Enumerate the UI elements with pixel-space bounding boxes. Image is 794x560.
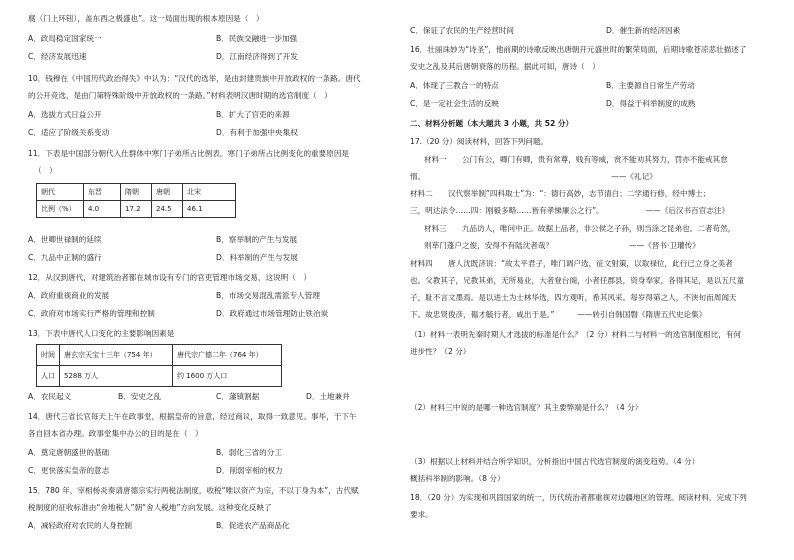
q17-sub2: （2）材料三中说的是哪一种选官制度？其主要弊端是什么？（4 分） <box>410 403 643 412</box>
table-row <box>37 366 282 387</box>
q17-sub1-line2: 进步性？（2 分） <box>410 347 471 356</box>
table-cell: 46.1 <box>183 201 236 218</box>
table-cell: 朝代 <box>37 184 84 201</box>
q17-sub1-line1: （1）材料一表明先秦时期人才选拔的标准是什么？（2 分）材料二与材料一的选官制度相比，有何 <box>410 330 742 339</box>
q15-option-a[interactable]: A．减轻政府对农民的人身控制 <box>28 521 132 530</box>
q13-table <box>36 344 282 387</box>
table-cell: 5288 万人 <box>60 366 173 387</box>
q10-stem-line2: 的公开竞选，是由门第特殊阶级中开放政权的一条路。”材料表明汉唐时期的选官制度（ ） <box>28 91 332 100</box>
table-cell: 唐代宗广德二年（764 年） <box>173 345 282 366</box>
table-cell: 24.5 <box>152 201 183 218</box>
material-2-line1: 材料二 汉代察举制”四科取士”为：“：德行高妙，志节清白；二学通行修，经中博士； <box>410 189 711 198</box>
q18-stem-line1: 18．（20 分）为实现和巩固国家的统一，历代统治者都重视对边疆地区的管理。阅读材料，完成下列 <box>410 493 747 502</box>
table-cell: 唐朝 <box>152 184 183 201</box>
q13-option-b[interactable]: B．安史之乱 <box>118 392 162 401</box>
q15-option-c[interactable]: C．保证了农民的生产经营时间 <box>410 26 515 35</box>
q16-stem-line2: 安史之乱及其后唐朝衰落的历程。据此可知，唐诗（ ） <box>410 62 600 71</box>
q9-stem-tail: 腐（门上环钮），盖东西之极盛也”。这一局面出现的根本原因是（ ） <box>28 14 264 23</box>
table-cell: 北宋 <box>183 184 236 201</box>
q16-option-d[interactable]: D．得益于科举制度的成熟 <box>606 99 696 108</box>
material-4-line3: 子，耻不言文墨焉。是以进士为士林华选，四方观听，希其风采。每岁得第之人，不浃旬而周闻天 <box>410 293 737 302</box>
q9-option-b[interactable]: B．民族交融进一步加强 <box>216 34 298 43</box>
q15-option-d[interactable]: D．催生新的经济因素 <box>606 26 681 35</box>
q15-option-b[interactable]: B．促进农产品商品化 <box>216 521 290 530</box>
q14-stem-line1: 14．唐代三省长官每天上午在政事堂，根据皇帝的旨意，经过商议，取得一致意见。事毕，于下午 <box>28 412 357 421</box>
q14-option-d[interactable]: D．削弱宰相的权力 <box>216 466 283 475</box>
q16-option-c[interactable]: C．是一定社会生活的反映 <box>410 99 499 108</box>
q11-option-c[interactable]: C．九品中正制的盛行 <box>28 253 102 262</box>
material-1-line1: 材料一 公门有公，卿门有卿，贵有常尊，贱有等威，赏不能劝其努力，罚亦不能戒其怠 <box>424 155 728 164</box>
q15-stem-line1: 15．780 年，宰相杨炎奏请唐德宗实行两税法制度，收税“唯以资产为宗，不以丁身为本”，古代赋 <box>28 486 359 495</box>
material-4-line1: 材料四 唐人沈既济说：“故太平君子，唯门调户选，征文射策，以取禄位，此行已立身之美者 <box>410 259 733 268</box>
q10-option-d[interactable]: D．有利于加强中央集权 <box>216 128 298 137</box>
q11-stem-line2: （ ） <box>34 166 57 175</box>
material-4-line2: 也。父教其子，兄教其弟，无所易业，大者登台阁，小者任郡县，资身奉家，各得其足，是以五尺童 <box>410 276 745 285</box>
q12-option-c[interactable]: C．政府对市场实行严格的管理和控制 <box>28 309 155 318</box>
q12-stem: 12．从汉到唐代，对建筑治者都在城市设有专门的官吏管理市场交易，这说明（ ） <box>28 273 312 282</box>
table-cell: 17.2 <box>121 201 152 218</box>
q10-stem-line1: 10．钱穆在《中国历代政治得失》中认为：“汉代的选举，是由封建贵族中开放政权的一条路。唐代 <box>28 74 361 83</box>
q10-option-b[interactable]: B．扩大了官吏的来源 <box>216 110 290 119</box>
table-row <box>37 184 236 201</box>
q12-option-d[interactable]: D．政府通过市场管理防止铁冶炭 <box>216 309 329 318</box>
q13-stem: 13．下表中唐代人口变化的主要影响因素是 <box>28 329 175 338</box>
q16-option-a[interactable]: A．体现了三教合一的特点 <box>410 81 499 90</box>
q16-stem-line1: 16．壮丽诛妙为“诗圣”，他前期的诗歌反映出唐朝开元盛世时的繁荣局面，后期诗歌苍凉悲壮描述了 <box>410 45 747 54</box>
q9-option-c[interactable]: C．经济发展迅速 <box>28 52 87 61</box>
q14-option-c[interactable]: C．更快落实皇帝的意志 <box>28 466 110 475</box>
q14-stem-line2: 各自回本省办理。政事堂集中办公的目的是在（ ） <box>28 429 203 438</box>
table-cell: 人口 <box>37 366 60 387</box>
q12-option-a[interactable]: A．政府重视商业的发展 <box>28 291 110 300</box>
q10-option-c[interactable]: C．适应了阶级关系变动 <box>28 128 110 137</box>
table-cell: 约 1600 万人口 <box>173 366 282 387</box>
q11-table <box>36 183 236 218</box>
section-heading: 二、材料分析题（本大题共 3 小题，共 52 分） <box>410 119 574 128</box>
q11-option-d[interactable]: D．科举制的产生与发展 <box>216 253 298 262</box>
q17-heading: 17.（20 分）阅读材料，回答下列问题。 <box>410 137 549 146</box>
q12-option-b[interactable]: B．市场交易混乱需派专人管理 <box>216 291 320 300</box>
table-row <box>37 201 236 218</box>
q18-stem-line2: 要求。 <box>410 510 433 519</box>
table-cell: 比例（%） <box>37 201 84 218</box>
q14-option-b[interactable]: B．弱化三省的分工 <box>216 448 282 457</box>
q17-sub3-line2: 概括科举制的影响。（8 分） <box>410 474 505 483</box>
q10-option-a[interactable]: A．选拔方式日益公开 <box>28 110 102 119</box>
material-3-line2: 则荜门蓬户之俊，安得不有陆沈者哉？ ——《晋书·卫瓘传》 <box>424 241 700 250</box>
table-row <box>37 345 282 366</box>
q13-option-d[interactable]: D．土地兼并 <box>306 392 350 401</box>
q16-option-b[interactable]: B．主要源自日常生产劳动 <box>606 81 695 90</box>
q17-sub3-line1: （3）根据以上材料并结合所学知识，分析指出中国古代选官制度的演变趋势。（4 分） <box>410 457 700 466</box>
q11-option-a[interactable]: A．世卿世禄制的延续 <box>28 235 102 244</box>
material-2-line2: 三，明达法令……四：刚毅多略……皆有孝悌廉公之行”。 ——《后汉书百官志注》 <box>410 206 730 215</box>
q9-option-d[interactable]: D．江南经济得到了开发 <box>216 52 298 61</box>
q11-option-b[interactable]: B．察举制的产生与发展 <box>216 235 298 244</box>
table-cell: 隋朝 <box>121 184 152 201</box>
table-cell: 时间 <box>37 345 60 366</box>
q11-stem-line1: 11．下表是中国部分朝代入仕群体中寒门子弟所占比例表。寒门子弟所占比例变化的重要原因是 <box>28 149 350 158</box>
table-cell: 4.0 <box>84 201 121 218</box>
q9-option-a[interactable]: A．政局稳定国家统一 <box>28 34 102 43</box>
q13-option-c[interactable]: C．藩镇割据 <box>216 392 260 401</box>
q14-option-a[interactable]: A．奠定唐朝盛世的基础 <box>28 448 110 457</box>
q15-stem-line2: 税制度的征收标准由“舍地税人”朝“舍人税地”方向发展。这种变化反映了 <box>28 503 272 512</box>
material-1-line2: 惰。 ——《礼记》 <box>410 172 657 181</box>
table-cell: 东晋 <box>84 184 121 201</box>
material-3-line1: 材料三 九品访人，唯问中正。故据上品者，非公侯之子孙，则当涂之昆弟也。二者苟然， <box>424 224 736 233</box>
q13-option-a[interactable]: A．农民起义 <box>28 392 72 401</box>
table-cell: 唐玄宗天宝十三年（754 年） <box>60 345 173 366</box>
material-4-line4: 下。故忠贤俊彦，韫才毓行者，咸出于是。” ——转引自韩国磐《隋唐五代史论集》 <box>410 310 707 319</box>
